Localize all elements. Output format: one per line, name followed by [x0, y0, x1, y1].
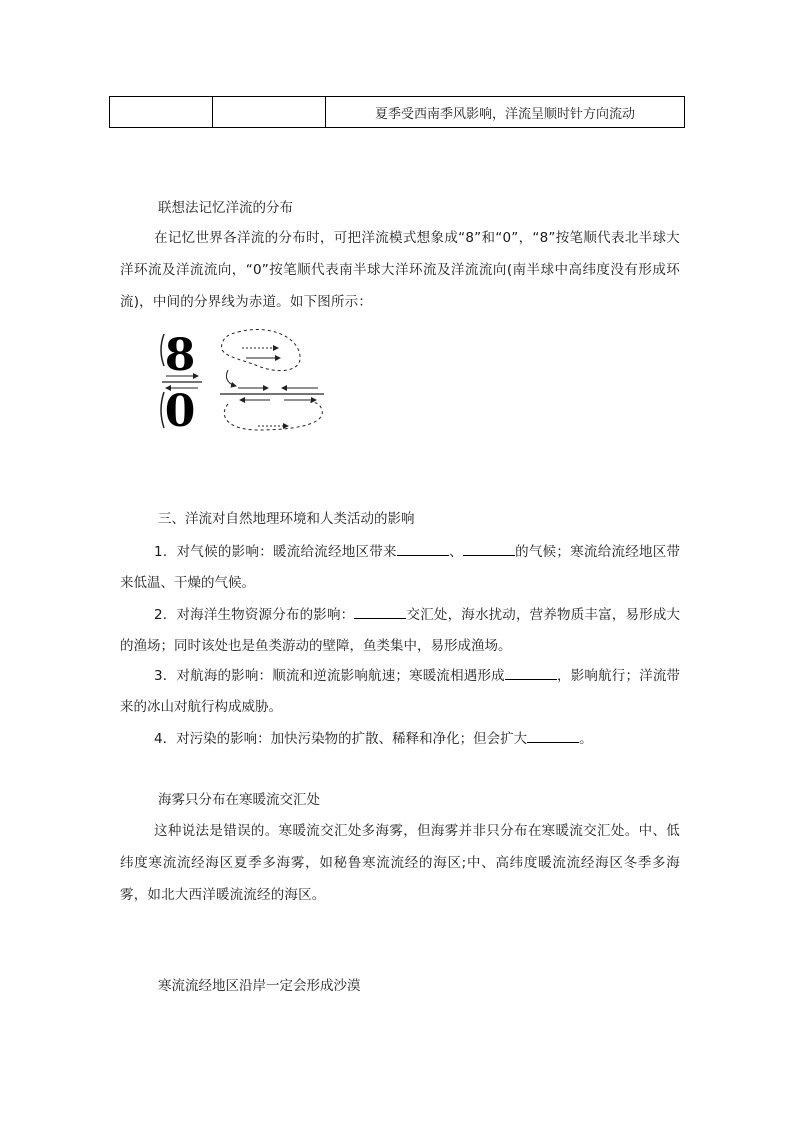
- summary-table: [109, 96, 685, 128]
- fill-blank: [505, 667, 557, 680]
- numeral-eight: 8: [164, 330, 196, 381]
- section-heading-desert: 寒流流经地区沿岸一定会形成沙漠: [158, 978, 361, 994]
- table-cell-empty: [213, 97, 326, 128]
- fill-blank: [397, 543, 449, 556]
- item1-text-a: 1．对气候的影响：暖流给流经地区带来: [154, 544, 397, 560]
- item3-text-a: 3．对航海的影响：顺流和逆流影响航速；寒暖流相遇形成: [154, 668, 505, 684]
- item2-text-b: 交汇处，海水扰动，营养物质丰富，易形成大的渔场；同时该处也是鱼类游动的壁障，鱼类集中，易形成渔场。: [120, 607, 681, 654]
- southern-loop: [224, 402, 322, 430]
- section-heading-memory-method: 联想法记忆洋流的分布: [158, 200, 293, 216]
- table-row: [110, 97, 685, 128]
- table-cell-empty: [110, 97, 213, 128]
- list-item: [120, 661, 680, 723]
- item4-text-b: 。: [579, 731, 593, 747]
- section-heading-sea-fog: 海雾只分布在寒暖流交汇处: [158, 792, 320, 808]
- northern-loop: [221, 329, 300, 370]
- left-bracket-bottom: [161, 392, 164, 428]
- list-item: [120, 537, 680, 599]
- paragraph-memory-method: 在记忆世界各洋流的分布时，可把洋流模式想象成“8”和“0”，“8”按笔顺代表北半球大洋环流及洋流流向，“0”按笔顺代表南半球大洋环流及洋流流向(南半球中高纬度没有形成环流)，中间的分界线为赤道。如下图所示：: [120, 230, 680, 310]
- numeral-zero: 0: [164, 386, 196, 437]
- fill-blank: [354, 606, 406, 619]
- fill-blank: [463, 543, 515, 556]
- item1-text-b: 的气候；寒流给流经地区带来低温、干燥的气候。: [120, 544, 681, 591]
- item1-sep: 、: [448, 544, 463, 560]
- item4-text-a: 4．对污染的影响：加快污染物的扩散、稀释和净化；但会扩大: [154, 731, 528, 747]
- paragraph-sea-fog: 这种说法是错误的。寒暖流交汇处多海雾，但海雾并非只分布在寒暖流交汇处。中、低纬度寒流流经海区夏季多海雾，如秘鲁寒流流经的海区;中、高纬度暖流流经海区冬季多海雾，如北大西洋暖流流经的海区。: [120, 823, 680, 903]
- item3-text-b: ，影响航行；洋流带来的冰山对航行构成威胁。: [120, 668, 681, 715]
- table-cell-text: 夏季受西南季风影响，洋流呈顺时针方向流动: [326, 97, 685, 128]
- left-bracket-top: [161, 334, 164, 366]
- section-heading-influence: 三、洋流对自然地理环境和人类活动的影响: [158, 511, 415, 527]
- fill-blank: [527, 730, 579, 743]
- list-item: [120, 600, 680, 662]
- ocean-current-8-0-diagram: [158, 326, 330, 438]
- arrow-west-curve: [226, 370, 236, 386]
- item2-text-a: 2．对海洋生物资源分布的影响：: [154, 607, 355, 623]
- list-item: [120, 724, 680, 755]
